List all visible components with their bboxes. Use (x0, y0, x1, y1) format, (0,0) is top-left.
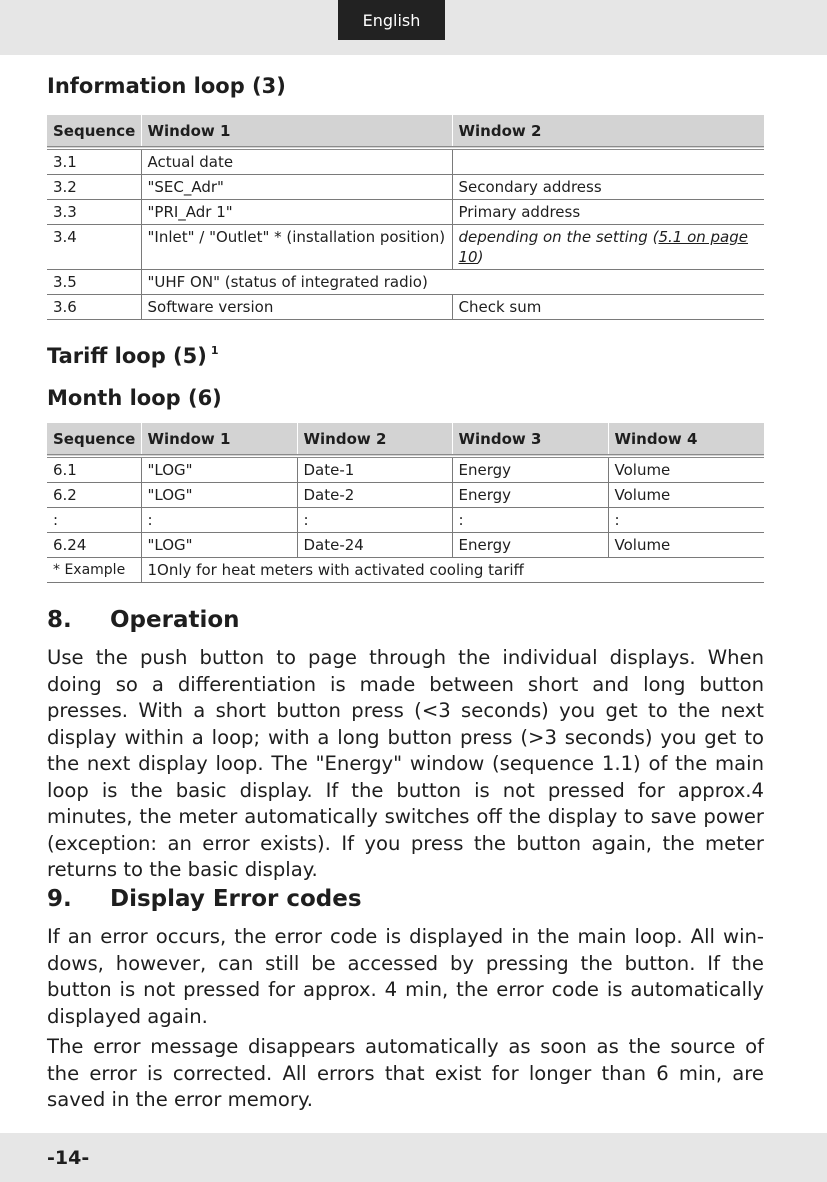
table-header-row (47, 423, 764, 456)
table-cell: 3.5 (47, 270, 141, 295)
column-header: Window 1 (141, 115, 452, 148)
table-cell: "LOG" (141, 533, 297, 558)
table-row (47, 508, 764, 533)
table-cell: 6.2 (47, 483, 141, 508)
error-codes-paragraph-1: If an error occurs, the error code is displayed in the main loop. All win-dows, however, can still be accessed by pressing the button. If the button is not pressed for approx. 4 min, the error code is automatically displayed again. (47, 925, 764, 1028)
column-header: Sequence (47, 115, 141, 148)
section-number: 9. (47, 886, 72, 912)
table-cell: "LOG" (141, 483, 297, 508)
table-cell: Actual date (141, 148, 452, 175)
table-cell: : (47, 508, 141, 533)
table-cell: "LOG" (141, 456, 297, 483)
section-title-text: Display Error codes (110, 886, 362, 912)
table-cell: "Inlet" / "Outlet" * (installation position) (141, 225, 452, 270)
error-codes-section-title (47, 886, 362, 912)
table-cell: "SEC_Adr" (141, 175, 452, 200)
info-loop-heading: Information loop (3) (47, 74, 286, 98)
table-row (47, 148, 764, 175)
footnote-mark: 1 (210, 344, 219, 357)
cell-text: ) (477, 248, 484, 266)
table-cell: 1Only for heat meters with activated cooling tariff (141, 558, 764, 583)
table-cell: Energy (452, 456, 608, 483)
table-cell: Date-2 (297, 483, 452, 508)
column-header: Sequence (47, 423, 141, 456)
table-row (47, 456, 764, 483)
table-footer-row (47, 558, 764, 583)
table-cell: Software version (141, 295, 452, 320)
table-cell: 6.24 (47, 533, 141, 558)
error-codes-paragraph-2: The error message disappears automatically as soon as the source of the error is corrected. All errors that exist for longer than 6 min, are saved in the error memory. (47, 1035, 764, 1111)
table-cell: 3.2 (47, 175, 141, 200)
table-cell: Secondary address (452, 175, 764, 200)
table-cell: Date-1 (297, 456, 452, 483)
column-header: Window 4 (608, 423, 764, 456)
table-cell: "UHF ON" (status of integrated radio) (141, 270, 764, 295)
table-row (47, 295, 764, 320)
table-cell: * Example (47, 558, 141, 583)
table-row (47, 483, 764, 508)
table-cell (452, 148, 764, 175)
table-cell: Volume (608, 456, 764, 483)
table-header-row (47, 115, 764, 148)
footer-band (0, 1133, 827, 1182)
table-cell (452, 225, 764, 270)
table-cell: Primary address (452, 200, 764, 225)
page-number: -14- (47, 1147, 90, 1169)
page-reference-link[interactable]: 5.1 on page 10 (458, 228, 748, 266)
table-cell: 6.1 (47, 456, 141, 483)
tariff-loop-heading (47, 344, 219, 368)
table-cell: 3.1 (47, 148, 141, 175)
table-cell: Energy (452, 533, 608, 558)
table-cell: 3.6 (47, 295, 141, 320)
operation-section-title (47, 607, 240, 633)
table-cell: Energy (452, 483, 608, 508)
month-loop-heading: Month loop (6) (47, 386, 222, 410)
operation-paragraph: Use the push button to page through the individual displays. When doing so a differentiation is made between short and long button presses. With a short button press (<3 seconds) you get to the next display within a loop; with a long button press (>3 seconds) you get to the next display loop. The "Energy" window (sequence 1.1) of the main loop is the basic display. If the button is not pressed for approx.4 minutes, the meter automatically switches off the display to save power (exception: an error exists). If you press the button again, the meter returns to the basic display. (47, 646, 764, 881)
table-row (47, 175, 764, 200)
table-row (47, 270, 764, 295)
column-header: Window 3 (452, 423, 608, 456)
table-cell: Volume (608, 533, 764, 558)
table-cell: 3.3 (47, 200, 141, 225)
table-cell: Check sum (452, 295, 764, 320)
table-cell: : (297, 508, 452, 533)
section-number: 8. (47, 607, 72, 633)
table-row (47, 225, 764, 270)
table-row (47, 200, 764, 225)
table-cell: : (452, 508, 608, 533)
info-loop-table (47, 115, 764, 320)
table-cell: "PRI_Adr 1" (141, 200, 452, 225)
table-cell: 3.4 (47, 225, 141, 270)
table-cell: : (141, 508, 297, 533)
month-loop-table (47, 423, 764, 583)
table-cell: Date-24 (297, 533, 452, 558)
table-cell: : (608, 508, 764, 533)
column-header: Window 2 (452, 115, 764, 148)
cell-text: depending on the setting ( (458, 228, 659, 246)
table-cell: Volume (608, 483, 764, 508)
table-row (47, 533, 764, 558)
column-header: Window 1 (141, 423, 297, 456)
language-tab: English (338, 0, 445, 40)
section-title-text: Operation (110, 607, 240, 633)
column-header: Window 2 (297, 423, 452, 456)
heading-text: Tariff loop (5) (47, 344, 207, 368)
